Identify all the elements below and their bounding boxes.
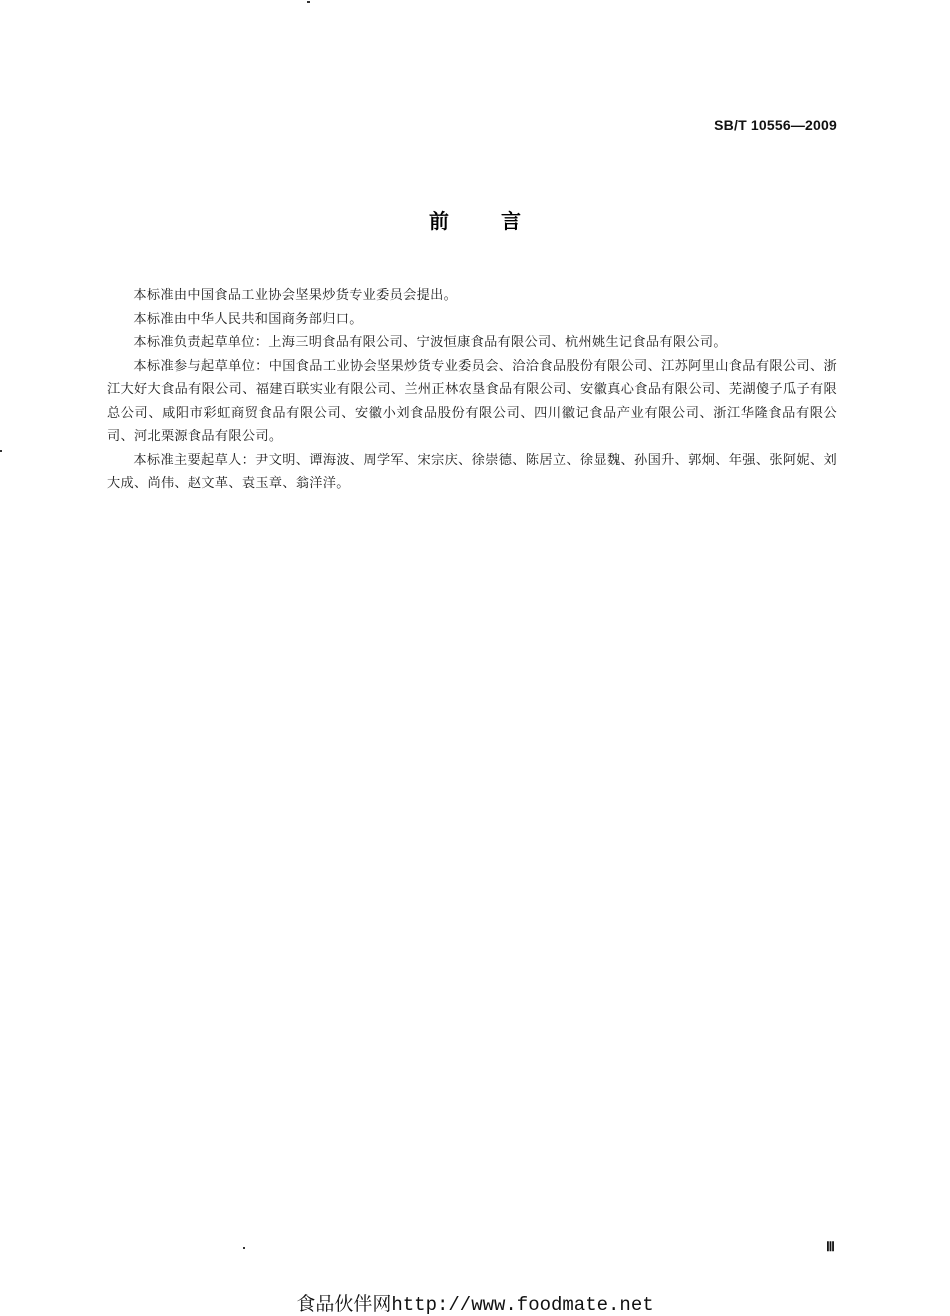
paragraph-lead-drafters: 本标准负责起草单位：上海三明食品有限公司、宁波恒康食品有限公司、杭州姚生记食品有限公司。 [133, 335, 727, 350]
paragraph-proposer: 本标准由中国食品工业协会坚果炒货专业委员会提出。 [133, 288, 458, 303]
scan-speck [243, 1247, 245, 1249]
paragraph-administrator: 本标准由中华人民共和国商务部归口。 [133, 311, 363, 327]
scan-speck [0, 450, 2, 452]
paragraph-participating-drafters: 本标准参与起草单位：中国食品工业协会坚果炒货专业委员会、洽洽食品股份有限公司、江苏阿里山食品有限公司、浙江大好大食品有限公司、福建百联实业有限公司、兰州正林农垦食品有限公司、安徽真心食品有限公司、芜湖傻子瓜子有限总公司、咸阳市彩虹商贸食品有限公司、安徽小刘食品股份有限公司、四川徽记食品产业有限公司、浙江华隆食品有限公司、河北栗源食品有限公司。 [107, 358, 837, 444]
footer-url[interactable]: http://www.foodmate.net [391, 1294, 654, 1316]
footer-watermark [0, 1289, 950, 1316]
paragraph-main-drafters: 本标准主要起草人：尹文明、谭海波、周学军、宋宗庆、徐崇德、陈居立、徐显魏、孙国升、郭炯、年强、张阿妮、刘大成、尚伟、赵文革、袁玉章、翁洋洋。 [107, 452, 837, 491]
foreword-body [107, 284, 837, 496]
page-number: Ⅲ [826, 1239, 835, 1254]
page-title [0, 205, 950, 234]
standard-code: SB/T 10556—2009 [714, 117, 837, 133]
title-char-2: 言 [501, 209, 521, 233]
scan-speck [307, 1, 310, 3]
title-char-1: 前 [429, 209, 449, 233]
footer-site-name: 食品伙伴网 [296, 1293, 392, 1315]
